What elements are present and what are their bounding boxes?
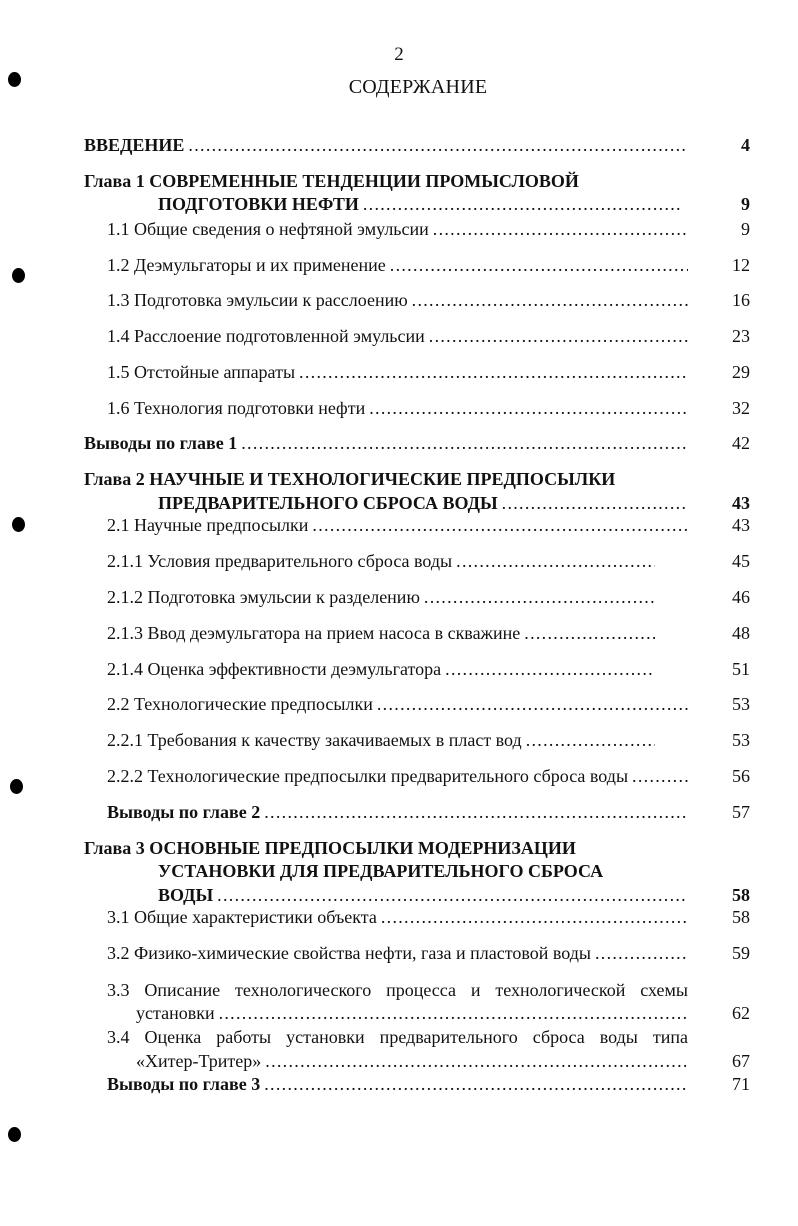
toc-entry-title: 2.2.1 Требования к качеству закачиваемых в пласт вод: [107, 730, 522, 750]
toc-section-1-4[interactable]: [107, 325, 688, 347]
toc-entry-title: 1.4 Расслоение подготовленной эмульсии: [107, 326, 425, 346]
toc-page-number: 62: [732, 1003, 750, 1023]
toc-page-number: 59: [732, 943, 750, 963]
toc-chapter-3[interactable]: [158, 884, 688, 906]
toc-page-number: 58: [732, 907, 750, 927]
punch-hole-mark: [12, 268, 25, 283]
toc-entry-title: 2.1.1 Условия предварительного сброса воды: [107, 551, 453, 571]
toc-page-number: 53: [732, 730, 750, 750]
toc-section-2-1-4[interactable]: [107, 658, 655, 680]
toc-page-number: 48: [732, 623, 750, 643]
dot-leader: [264, 1073, 688, 1095]
toc-entry-title: 2.1.2 Подготовка эмульсии к разделению: [107, 587, 420, 607]
dot-leader: [241, 432, 688, 454]
toc-page-number: 43: [732, 493, 750, 513]
toc-entry-title: ВВЕДЕНИЕ: [84, 135, 185, 155]
toc-section-3-4-line1[interactable]: 3.4 Оценка работы установки предварительного сброса воды типа: [107, 1027, 688, 1047]
dot-leader: [390, 254, 688, 276]
toc-conclusions-1[interactable]: [84, 432, 688, 454]
toc-entry-title: 3.1 Общие характеристики объекта: [107, 907, 377, 927]
toc-chapter-1-line1[interactable]: Глава 1 СОВРЕМЕННЫЕ ТЕНДЕНЦИИ ПРОМЫСЛОВОЙ: [84, 171, 579, 191]
dot-leader: [632, 765, 688, 787]
toc-entry-title: Выводы по главе 2: [107, 802, 261, 822]
toc-page-number: 46: [732, 587, 750, 607]
toc-page-number: 71: [732, 1074, 750, 1094]
dot-leader: [424, 586, 655, 608]
toc-section-2-1-2[interactable]: [107, 586, 655, 608]
punch-hole-mark: [8, 72, 21, 87]
toc-section-2-1-3[interactable]: [107, 622, 655, 644]
toc-entry-introduction[interactable]: [84, 134, 688, 156]
toc-page-number: 9: [741, 219, 750, 239]
punch-hole-mark: [10, 779, 23, 794]
toc-entry-title: 2.1.4 Оценка эффективности деэмульгатора: [107, 659, 442, 679]
dot-leader: [299, 361, 688, 383]
dot-leader: [312, 514, 688, 536]
punch-hole-mark: [12, 517, 25, 532]
toc-section-1-2[interactable]: [107, 254, 688, 276]
toc-chapter-2[interactable]: [158, 492, 688, 514]
dot-leader: [456, 550, 655, 572]
toc-entry-title: 2.2 Технологические предпосылки: [107, 694, 373, 714]
toc-entry-title: 2.1.3 Ввод деэмульгатора на прием насоса в скважине: [107, 623, 521, 643]
dot-leader: [433, 218, 688, 240]
toc-page-number: 4: [741, 135, 750, 155]
toc-section-1-6[interactable]: [107, 397, 688, 419]
dot-leader: [381, 906, 688, 928]
dot-leader: [265, 1050, 688, 1072]
toc-page-number: 43: [732, 515, 750, 535]
toc-section-2-2-1[interactable]: [107, 729, 655, 751]
toc-page-number: 16: [732, 290, 750, 310]
toc-page-number: 9: [741, 194, 750, 214]
toc-entry-title: ПОДГОТОВКИ НЕФТИ: [158, 194, 359, 214]
toc-section-3-3-line1[interactable]: 3.3 Описание технологического процесса и технологической схемы: [107, 980, 688, 1000]
toc-entry-title: 3.2 Физико-химические свойства нефти, газа и пластовой воды: [107, 943, 591, 963]
toc-page-number: 56: [732, 766, 750, 786]
dot-leader: [369, 397, 688, 419]
dot-leader: [526, 729, 655, 751]
toc-chapter-1[interactable]: [158, 193, 682, 215]
toc-section-2-2[interactable]: [107, 693, 688, 715]
dot-leader: [217, 884, 688, 906]
toc-chapter-3-line1[interactable]: Глава 3 ОСНОВНЫЕ ПРЕДПОСЫЛКИ МОДЕРНИЗАЦИИ: [84, 838, 576, 858]
dot-leader: [429, 325, 688, 347]
toc-entry-title: 1.6 Технология подготовки нефти: [107, 398, 366, 418]
dot-leader: [363, 193, 682, 215]
toc-section-1-5[interactable]: [107, 361, 688, 383]
toc-entry-title: ПРЕДВАРИТЕЛЬНОГО СБРОСА ВОДЫ: [158, 493, 498, 513]
dot-leader: [595, 942, 688, 964]
toc-page-number: 12: [732, 255, 750, 275]
toc-page-number: 42: [732, 433, 750, 453]
toc-page-number: 32: [732, 398, 750, 418]
dot-leader: [264, 801, 688, 823]
toc-chapter-2-line1[interactable]: Глава 2 НАУЧНЫЕ И ТЕХНОЛОГИЧЕСКИЕ ПРЕДПОСЫЛКИ: [84, 469, 616, 489]
toc-entry-title: Выводы по главе 3: [107, 1074, 261, 1094]
dot-leader: [524, 622, 655, 644]
toc-page-number: 67: [732, 1051, 750, 1071]
toc-entry-title: 2.2.2 Технологические предпосылки предварительного сброса воды: [107, 766, 629, 786]
toc-entry-title: «Хитер-Тритер»: [136, 1051, 262, 1071]
toc-page-number: 29: [732, 362, 750, 382]
toc-page-number: 58: [732, 885, 750, 905]
toc-section-2-1-1[interactable]: [107, 550, 655, 572]
toc-section-2-2-2[interactable]: [107, 765, 688, 787]
dot-leader: [412, 289, 688, 311]
dot-leader: [188, 134, 688, 156]
page-number: 2: [394, 44, 404, 65]
toc-entry-title: 1.3 Подготовка эмульсии к расслоению: [107, 290, 408, 310]
toc-section-3-3[interactable]: [136, 1002, 688, 1024]
toc-page-number: 57: [732, 802, 750, 822]
toc-conclusions-3[interactable]: [107, 1073, 688, 1095]
toc-entry-title: 2.1 Научные предпосылки: [107, 515, 309, 535]
toc-section-1-3[interactable]: [107, 289, 688, 311]
page-title: СОДЕРЖАНИЕ: [348, 76, 488, 98]
toc-entry-title: 1.5 Отстойные аппараты: [107, 362, 296, 382]
dot-leader: [219, 1002, 688, 1024]
toc-conclusions-2[interactable]: [107, 801, 688, 823]
toc-page-number: 51: [732, 659, 750, 679]
toc-page-number: 45: [732, 551, 750, 571]
toc-entry-title: установки: [136, 1003, 215, 1023]
toc-entry-title: ВОДЫ: [158, 885, 214, 905]
dot-leader: [502, 492, 688, 514]
dot-leader: [377, 693, 688, 715]
dot-leader: [445, 658, 655, 680]
toc-section-3-2[interactable]: [107, 942, 688, 964]
toc-page-number: 53: [732, 694, 750, 714]
toc-entry-title: 1.2 Деэмульгаторы и их применение: [107, 255, 386, 275]
toc-section-3-1[interactable]: [107, 906, 688, 928]
punch-hole-mark: [8, 1127, 21, 1142]
toc-entry-title: 1.1 Общие сведения о нефтяной эмульсии: [107, 219, 429, 239]
toc-section-2-1[interactable]: [107, 514, 688, 536]
toc-section-3-4[interactable]: [136, 1050, 688, 1072]
toc-section-1-1[interactable]: [107, 218, 688, 240]
toc-chapter-3-line2[interactable]: УСТАНОВКИ ДЛЯ ПРЕДВАРИТЕЛЬНОГО СБРОСА: [158, 861, 604, 881]
toc-entry-title: Выводы по главе 1: [84, 433, 238, 453]
toc-page-number: 23: [732, 326, 750, 346]
